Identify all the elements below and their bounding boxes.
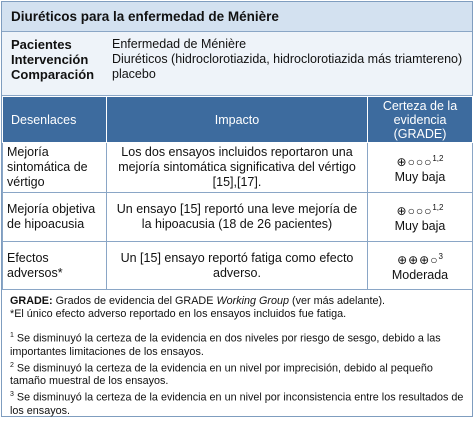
pico-label: Intervención [11, 52, 89, 67]
table-header-row [3, 97, 473, 143]
table-notes [2, 290, 472, 423]
footnote-ref: 1,2 [432, 203, 444, 212]
footnote-3 [10, 388, 464, 418]
pico-label: Comparación [11, 67, 95, 82]
footnote-ref: 3 [438, 251, 443, 261]
pico-value: Enfermedad de Ménière [112, 37, 247, 51]
summary-of-findings-table [1, 1, 473, 417]
footnote-2 [10, 359, 464, 389]
impact-cell: Un [15] ensayo reportó fatiga como efecto adverso. [107, 242, 368, 290]
grade-note-label: GRADE: [10, 295, 53, 307]
footnote-mark: 1 [10, 332, 14, 339]
grade-symbols [372, 151, 468, 170]
pico-row-intervention [11, 52, 463, 67]
table-row [3, 193, 473, 242]
table-row [3, 143, 473, 193]
footnote-text: Se disminuyó la certeza de la evidencia en un nivel por inconsistencia entre los resultados de los ensayos. [10, 391, 464, 417]
outcome-cell: Mejoría sintomática de vértigo [3, 143, 107, 193]
grade-cell [368, 143, 473, 193]
grade-note-italic: Working Group [216, 295, 290, 307]
grade-level: Moderada [391, 267, 449, 282]
grade-cell [368, 193, 473, 242]
grade-symbols [372, 249, 468, 268]
adverse-effects-note: *El único efecto adverso reportado en los ensayos incluidos fue fatiga. [10, 308, 347, 320]
outcome-cell: Efectos adversos* [3, 242, 107, 290]
header-grade: Certeza de la evidencia (GRADE) [368, 97, 473, 143]
grade-note [10, 295, 464, 308]
outcome-cell: Mejoría objetiva de hipoacusia [3, 193, 107, 242]
grade-cell [368, 242, 473, 290]
grade-level: Muy baja [394, 169, 446, 184]
header-impact: Impacto [107, 97, 368, 143]
grade-note-text-end: (ver más adelante). [289, 295, 386, 307]
pico-label: Pacientes [11, 37, 72, 52]
grade-note-text: Grados de evidencia del GRADE [52, 295, 217, 307]
pico-row-patients [11, 37, 463, 52]
grade-level: Muy baja [394, 219, 446, 233]
grade-symbols [372, 200, 468, 219]
footnote-ref: 1,2 [432, 153, 444, 163]
grade-circles-icon: ⊕⊕⊕○ [397, 252, 439, 267]
table-title: Diuréticos para la enfermedad de Ménière [2, 2, 472, 32]
footnote-mark: 3 [10, 391, 14, 399]
footnote-text: Se disminuyó la certeza de la evidencia en dos niveles por riesgo de sesgo, debido a las importantes limitaciones de los ensayos. [10, 332, 441, 358]
grade-circles-icon: ⊕○○○ [396, 154, 433, 169]
evidence-table [2, 96, 473, 290]
table-row [3, 242, 473, 290]
header-outcome: Desenlaces [3, 97, 107, 143]
footnote-text: Se disminuyó la certeza de la evidencia en un nivel por imprecisión, debido al pequeño tamaño muestral de los ensayos. [10, 362, 433, 388]
footnote-mark: 2 [10, 361, 14, 369]
impact-cell: Un ensayo [15] reportó una leve mejoría de la hipoacusia (18 de 26 pacientes) [107, 193, 368, 242]
footnote-1 [10, 329, 464, 359]
pico-section [2, 32, 472, 96]
pico-value: placebo [112, 67, 156, 81]
impact-cell: Los dos ensayos incluidos reportaron una mejoría sintomática significativa del vértigo [15],[17]. [107, 143, 368, 193]
pico-value: Diuréticos (hidroclorotiazida, hidroclorotiazida más triamtereno) [112, 52, 463, 66]
pico-row-comparison [11, 67, 463, 82]
grade-circles-icon: ⊕○○○ [396, 204, 433, 218]
